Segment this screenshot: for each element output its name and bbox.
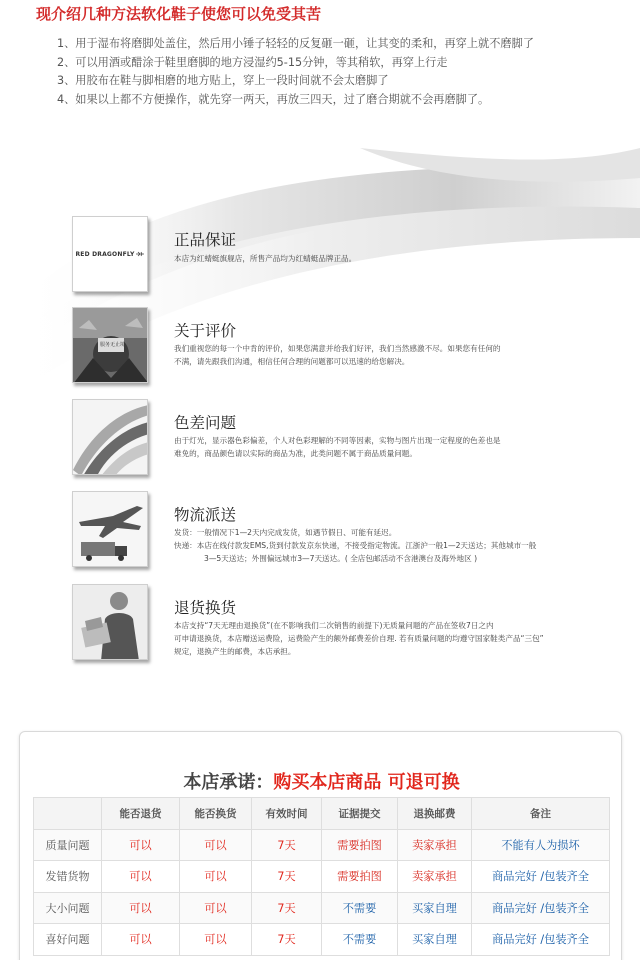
card-text: [174, 434, 501, 460]
returns-thumbnail: [72, 584, 148, 660]
table-cell: 可以: [180, 829, 252, 861]
card-line: 本店为红蜻蜓旗舰店，所售产品均为红蜻蜓品牌正品。: [174, 254, 357, 263]
tips-list: [57, 35, 627, 109]
color-swoosh-icon: [73, 400, 148, 475]
card-line: 我们重视您的每一个中肯的评价，如果您满意并给我们好评，我们当然感激不尽。如果您有任何的: [174, 344, 501, 353]
shipping-thumbnail: [72, 491, 148, 567]
table-cell: 可以: [102, 829, 180, 861]
promise-heading: [20, 768, 623, 794]
card-title: 退货换货: [174, 599, 237, 617]
color-thumbnail: [72, 399, 148, 475]
row-label: 大小问题: [34, 892, 102, 924]
column-header: 有效时间: [252, 798, 322, 830]
tip-item: 1、用于湿布将磨脚处盖住，然后用小锤子轻轻的反复砸一砸，让其变的柔和，再穿上就不磨脚了: [57, 37, 534, 50]
table-cell: 7天: [252, 892, 322, 924]
card-title: 正品保证: [174, 231, 237, 249]
table-cell: 可以: [180, 924, 252, 956]
card-line: 不满，请先跟我们沟通，相信任何合理的问题都可以迅速的给您解决。: [174, 357, 410, 367]
table-header-row: [34, 798, 610, 830]
table-cell: 可以: [102, 924, 180, 956]
table-cell: 可以: [180, 892, 252, 924]
column-header: 退换邮费: [398, 798, 472, 830]
table-cell: 可以: [102, 892, 180, 924]
row-label: 发错货物: [34, 861, 102, 893]
store-promise-panel: [19, 731, 622, 960]
table-cell: 商品完好 /包装齐全: [472, 861, 610, 893]
column-header: 能否退货: [102, 798, 180, 830]
card-title: 物流派送: [174, 506, 237, 524]
airplane-truck-icon: [73, 492, 148, 567]
column-header: 能否换货: [180, 798, 252, 830]
row-label: 喜好问题: [34, 924, 102, 956]
row-label: 质量问题: [34, 829, 102, 861]
card-title: 色差问题: [174, 414, 237, 432]
table-cell: 可以: [102, 861, 180, 893]
table-row: [34, 924, 610, 956]
column-header: 证据提交: [322, 798, 398, 830]
table-cell: 7天: [252, 829, 322, 861]
table-cell: 需要拍图: [322, 861, 398, 893]
card-line: 快递：本店在线付款发EMS,货到付款发京东快递，不接受指定物流。江浙沪一般1—2天送达；其他城市一般: [174, 541, 537, 551]
table-row: [34, 829, 610, 861]
table-row: [34, 892, 610, 924]
card-title: 关于评价: [174, 322, 237, 340]
table-cell: 可以: [180, 861, 252, 893]
table-cell: 不需要: [322, 892, 398, 924]
service-thumbnail: [72, 307, 148, 383]
card-text: [174, 526, 536, 566]
card-line: 可申请退换货，本店赠送运费险，运费险产生的额外邮费差价自理. 若有质量问题的均遵守国家鞋类产品“三包”: [174, 634, 544, 644]
service-thumb-text: 服务无止境: [100, 342, 126, 348]
return-policy-table: [33, 797, 610, 956]
card-line: 由于灯光，显示器色彩偏差，个人对色彩理解的不同等因素，实物与图片出现一定程度的色差也是: [174, 436, 501, 445]
tip-item: 2、可以用酒或醋涂于鞋里磨脚的地方浸湿约5-15分钟，等其稍软，再穿上行走: [57, 55, 448, 69]
promise-prefix: 本店承诺：: [183, 772, 274, 793]
column-header: 备注: [472, 798, 610, 830]
dragonfly-icon: [135, 250, 145, 258]
promise-highlight: 购买本店商品 可退可换: [273, 772, 460, 793]
card-line: 发货：一般情况下1—2天内完成发货，如遇节假日、可能有延迟。: [174, 528, 397, 537]
brand-logo-thumbnail: [72, 216, 148, 292]
table-cell: 商品完好 /包装齐全: [472, 892, 610, 924]
table-cell: 买家自理: [398, 924, 472, 956]
tip-item: 4、如果以上都不方便操作，就先穿一两天，再放三四天，过了磨合期就不会再磨脚了。: [57, 92, 490, 106]
card-text: [174, 252, 356, 265]
page-title: 现介绍几种方法软化鞋子使您可以免受其苦: [36, 5, 322, 23]
table-cell: 需要拍图: [322, 829, 398, 861]
brand-logo-text: RED DRAGONFLY: [75, 250, 135, 258]
table-cell: 不能有人为损坏: [472, 829, 610, 861]
table-cell: 7天: [252, 924, 322, 956]
table-cell: 不需要: [322, 924, 398, 956]
table-cell: 7天: [252, 861, 322, 893]
table-row: [34, 861, 610, 893]
card-line: 本店支持“7天无理由退换货”(在不影响我们二次销售的前提下)无质量问题的产品在签收7日之内: [174, 621, 494, 630]
courier-icon: [73, 585, 148, 660]
column-header: [34, 798, 102, 830]
table-cell: 商品完好 /包装齐全: [472, 924, 610, 956]
table-cell: 买家自理: [398, 892, 472, 924]
card-line: 规定，退换产生的邮费，本店承担。: [174, 647, 296, 657]
table-cell: 卖家承担: [398, 829, 472, 861]
card-text: [174, 619, 544, 659]
card-text: [174, 342, 501, 368]
table-cell: 卖家承担: [398, 861, 472, 893]
card-line: 难免的，商品颜色请以实际的商品为准，此类问题不属于商品质量问题。: [174, 449, 417, 459]
card-line: 3—5天送达；外围偏远城市3—7天送达。( 全店包邮活动不含港澳台及海外地区 ): [204, 554, 478, 564]
tip-item: 3、用胶布在鞋与脚相磨的地方贴上，穿上一段时间就不会太磨脚了: [57, 74, 389, 87]
